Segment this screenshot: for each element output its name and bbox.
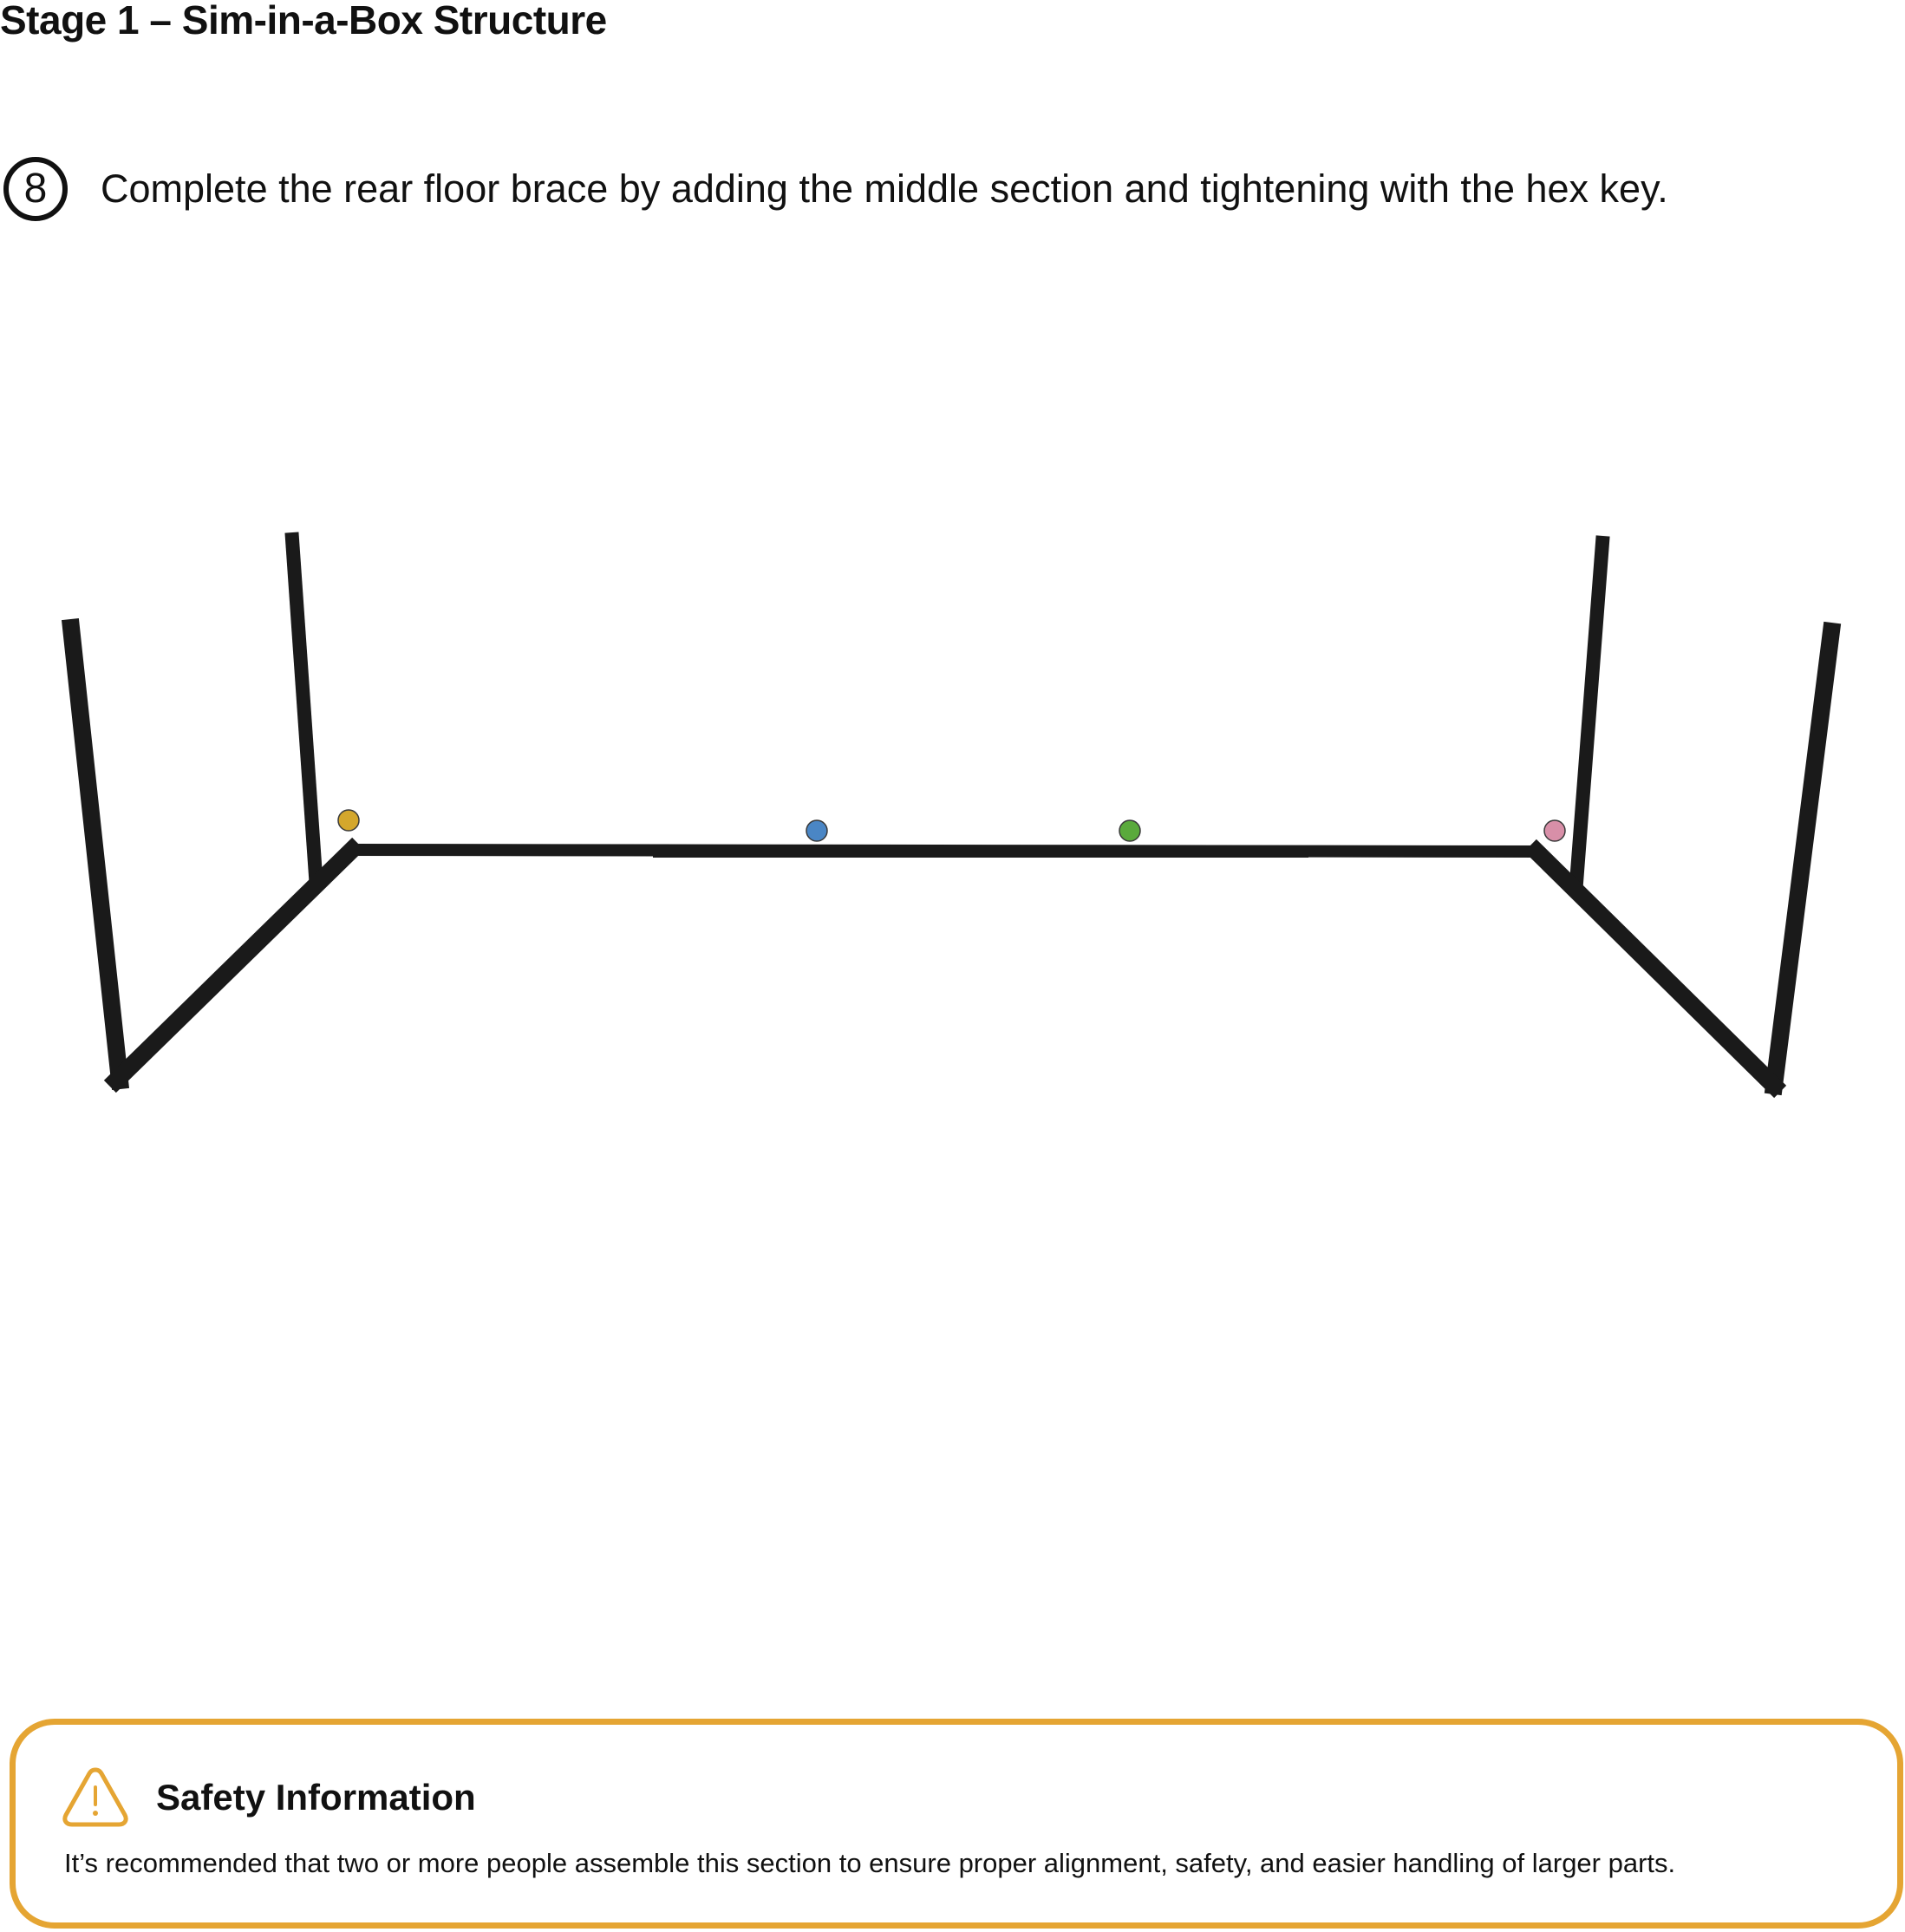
safety-body-text: It’s recommended that two or more people assemble this section to ensure proper alignment, safety, and easier handling of larger parts. — [64, 1848, 1676, 1878]
warning-icon — [61, 1765, 130, 1829]
left-front-upright — [71, 628, 120, 1080]
frame-profiles — [71, 539, 1831, 1086]
pink-marker — [1544, 820, 1565, 841]
safety-information-panel — [10, 1719, 1903, 1929]
right-floor-rail — [1536, 852, 1774, 1086]
green-marker — [1119, 820, 1140, 841]
left-rear-upright — [292, 539, 316, 876]
step-number-badge: 8 — [3, 157, 68, 221]
blue-marker — [806, 820, 827, 841]
safety-title: Safety Information — [156, 1777, 476, 1818]
fastener-markers — [338, 810, 1565, 841]
left-floor-rail — [116, 850, 352, 1080]
right-front-upright — [1774, 631, 1831, 1086]
right-rear-upright — [1576, 543, 1602, 883]
page-title: Stage 1 – Sim-in-a-Box Structure — [0, 0, 607, 42]
gold-marker — [338, 810, 359, 831]
rear-floor-brace — [352, 850, 1536, 852]
step-instruction-text: Complete the rear floor brace by adding the middle section and tightening with the hex key. — [101, 166, 1668, 211]
